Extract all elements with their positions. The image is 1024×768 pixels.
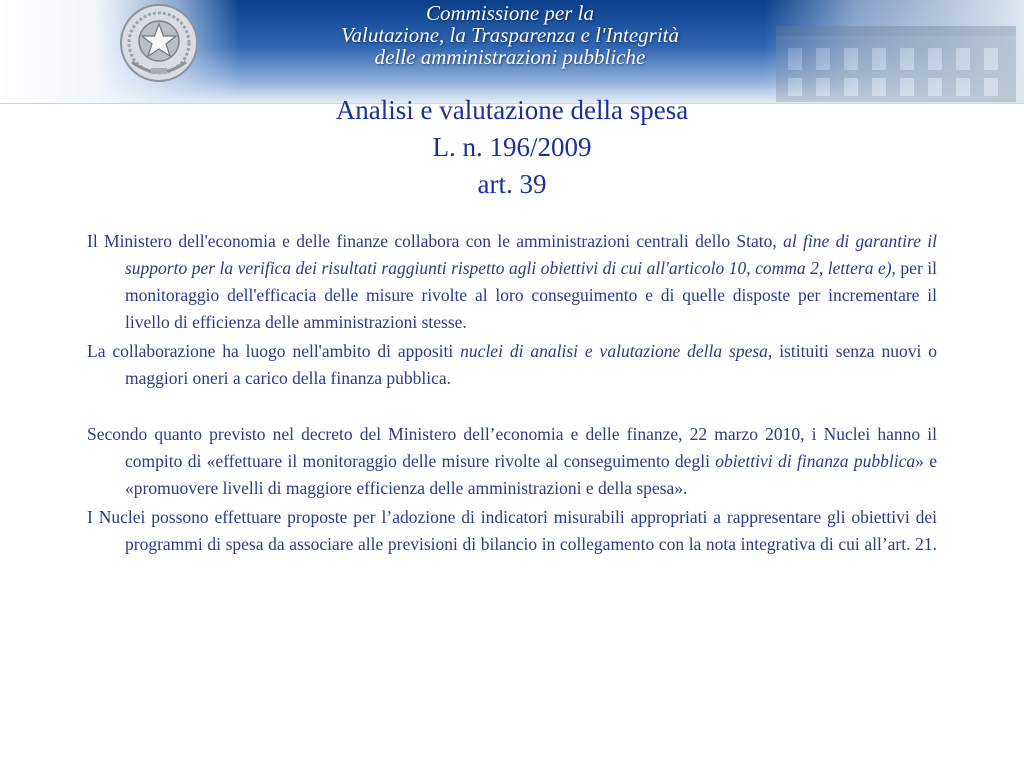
header-banner xyxy=(0,0,1024,104)
paragraph-4-text: I Nuclei possono effettuare proposte per l’adozione di indicatori misurabili appropriati a rappresentare gli obiettivi dei programmi di spesa da associare alle previsioni di bilancio in collegamento con la nota integrativa di cui all’art. 21. xyxy=(87,507,937,554)
commission-name-line-2: Valutazione, la Trasparenza e l'Integrità xyxy=(341,23,679,47)
paragraph-1-text-c: per il monitoraggio dell'efficacia delle misure rivolte al loro conseguimento e di quelle disposte per incrementare il livello di efficienza delle amministrazioni stesse. xyxy=(125,258,938,332)
paragraph-3-italic: obiettivi di finanza pubblica xyxy=(715,451,916,471)
italian-republic-emblem-icon xyxy=(118,2,200,84)
commission-name xyxy=(280,2,740,68)
paragraph-2 xyxy=(87,338,937,392)
paragraph-3-text-c: » e «promuovere livelli di maggiore efficienza delle amministrazioni e della spesa». xyxy=(125,451,937,498)
commission-name-line-1: Commissione per la xyxy=(426,1,594,25)
commission-name-line-3: delle amministrazioni pubbliche xyxy=(374,45,646,69)
paragraph-spacer xyxy=(87,394,937,421)
paragraph-3-text-a: Secondo quanto previsto nel decreto del Ministero dell’economia e delle finanze, 22 marzo 2010, i Nuclei hanno il compito di «effettuare il monitoraggio delle misure rivolte al conseguimento degli xyxy=(87,424,937,471)
paragraph-2-italic: nuclei di analisi e valutazione della spesa xyxy=(460,341,768,361)
paragraph-2-text-a: La collaborazione ha luogo nell'ambito di appositi xyxy=(87,341,461,361)
paragraph-1-italic: al fine di garantire il supporto per la verifica dei risultati raggiunti rispetto agli obiettivi di cui all'articolo 10, comma 2, lettera e), xyxy=(125,231,937,278)
slide-title-line-1: Analisi e valutazione della spesa xyxy=(335,95,689,125)
paragraph-4 xyxy=(87,504,937,558)
slide-title-line-2: L. n. 196/2009 xyxy=(432,132,592,162)
paragraph-3 xyxy=(87,421,937,502)
slide-title-line-3: art. 39 xyxy=(477,169,547,199)
paragraph-2-text-c: , istituiti senza nuovi o maggiori oneri a carico della finanza pubblica. xyxy=(125,341,937,388)
slide-title xyxy=(0,92,1024,203)
paragraph-1 xyxy=(87,228,937,336)
paragraph-1-text-a: Il Ministero dell'economia e delle finanze collabora con le amministrazioni centrali dello Stato, xyxy=(87,231,784,251)
building-background-icon xyxy=(776,4,1016,102)
slide-body xyxy=(87,228,937,560)
